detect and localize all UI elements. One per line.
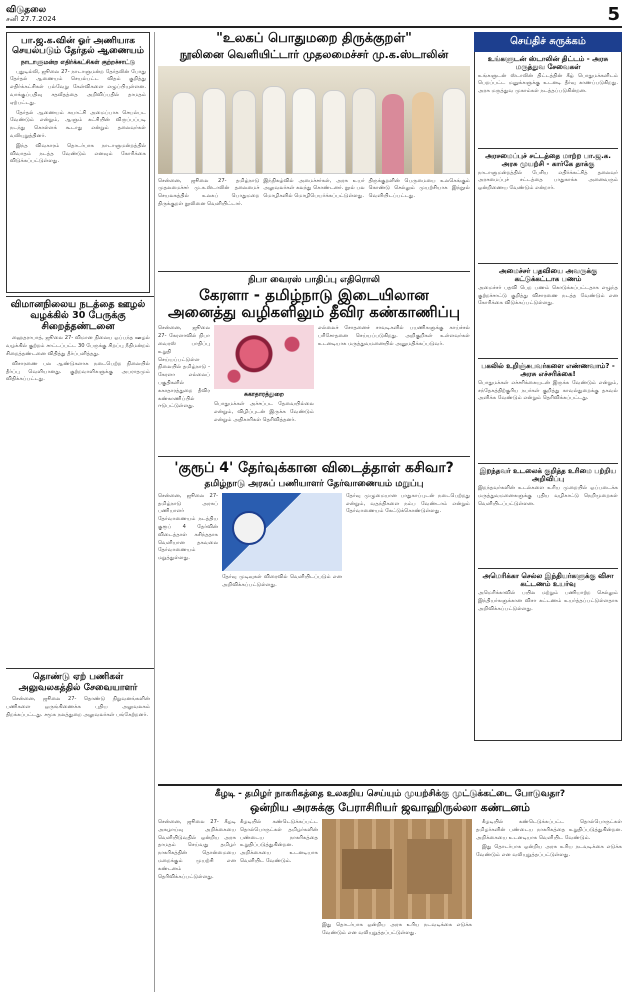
paragraph: சென்னை, ஜூலை 27- தொண்டு நிறுவனங்களின் பணிகளை ஒருங்கிணைக்க புதிய அலுவலகம் திறக்கப்பட்டது. சமூக நலத்துறை அலுவலர்கள் பங்கேற்றனர். bbox=[6, 696, 150, 718]
story-nipah-content bbox=[158, 325, 470, 453]
person-figure bbox=[172, 92, 196, 174]
bottom-story-continued bbox=[476, 819, 622, 983]
lead-headline-line1: "உலகப் பொதுமறை திருக்குறள்" bbox=[216, 31, 412, 46]
divider bbox=[478, 463, 618, 464]
bottom-story-content bbox=[158, 819, 622, 983]
digest-item-headline: அமெரிக்கா செல்ல இந்தியர்களுக்கு விசா கட்டணம் உயர்வு bbox=[482, 571, 614, 589]
virus-image bbox=[214, 325, 314, 389]
paragraph: எல்லைச் சோதனைச் சாவடிகளில் பயணிகளுக்கு காய்ச்சல் பரிசோதனை செய்யப்படுகிறது. அறிகுறிகள் உள்ளவர்கள் உடனடியாக மருத்துவமனையில் அனுமதிக்கப்படுவர். bbox=[318, 325, 470, 348]
left-story-1 bbox=[6, 32, 150, 293]
person-figure bbox=[382, 94, 404, 174]
paragraph: தேர்வு முடிவுகள் விரைவில் வெளியிடப்படும் என அறிவிக்கப்பட்டுள்ளது. bbox=[222, 573, 342, 588]
story-nipah bbox=[158, 275, 470, 454]
bottom-story bbox=[158, 784, 622, 996]
person-figure bbox=[352, 88, 376, 174]
page-number: 5 bbox=[607, 4, 620, 25]
story-nipah-kicker: நிபா வைரஸ் பாதிப்பு எதிரொலி bbox=[248, 274, 380, 285]
paragraph: சென்னை, ஜூலை 27- தமிழ்நாடு முதலமைச்சர் மு.க.ஸ்டாலின் தலைமைச் செயலகத்தில் உலகப் பொதுமறை திருக்குறள் நூலினை வெளியிட்டார். bbox=[158, 177, 260, 207]
newspaper-page bbox=[6, 4, 622, 996]
digest-item bbox=[478, 55, 618, 145]
paragraph: தேர்வு முழுமையான பாதுகாப்புடன் நடைபெற்றது என்றும், வதந்திகளை நம்ப வேண்டாம் என்றும் தேர்வாணையம் கேட்டுக்கொண்டுள்ளது. bbox=[346, 492, 470, 515]
divider bbox=[478, 568, 618, 569]
bottom-story-image-block bbox=[322, 819, 472, 983]
paragraph: சென்னை, ஜூலை 27- கீழடி அகழாய்வு அறிக்கையை வெளியிடுவதில் ஒன்றிய அரசு தாமதம் செய்வது தமிழர் நாகரிகத்தின் தொன்மையை மறைக்கும் முயற்சி என கண்டனம் தெரிவிக்கப்பட்டுள்ளது. bbox=[158, 818, 236, 880]
left-column bbox=[6, 32, 155, 992]
digest-item-body: அமைச்சர் பதவி பெற பணம் கொடுக்கப்பட்டதாக எழுந்த குற்றச்சாட்டு குறித்து விசாரணை நடத்த வேண்டும் என கோரிக்கை விடுக்கப்பட்டுள்ளது. bbox=[478, 284, 618, 307]
story-nipah-headline-line2: அனைத்து வழிகளிலும் தீவிர கண்காணிப்பு bbox=[167, 303, 460, 322]
paragraph: கீழடியில் கண்டெடுக்கப்பட்ட தொல்பொருட்கள் தமிழர்களின் பண்டைய நாகரிகத்தை உறுதிப்படுத்துகின்றன. அறிக்கையை உடனடியாக வெளியிட வேண்டும். bbox=[240, 818, 318, 864]
divider bbox=[158, 456, 470, 457]
digest-item-headline: அமைச்சர் பதவியை அவருக்கு கட்டுக்கட்டாக பணம் bbox=[498, 266, 598, 283]
paragraph: விசாரணை பல ஆண்டுகளாக நடைபெற்ற நிலையில் தீர்ப்பு வெளியானது. குற்றவாளிகளுக்கு அபராதமும் விதிக்கப்பட்டது. bbox=[6, 360, 150, 383]
story-group4 bbox=[158, 460, 470, 642]
left-story-2 bbox=[6, 300, 150, 666]
digest-item-body: நாடாளுமன்றத்தில் பேசிய எதிர்க்கட்சித் தலைவர் அரசமைப்புச் சட்டத்தை பாதுகாக்க அனைவரும் ஒன்றிணைய வேண்டும் என்றார். bbox=[478, 169, 618, 192]
left-story-3-body bbox=[6, 696, 150, 996]
divider bbox=[478, 263, 618, 264]
publication-name: விடுதலை bbox=[6, 5, 47, 15]
digest-item-body: இறந்தவர்களின் உடல்களை உரிய முறையில் ஒப்படைக்க மருத்துவமனைகளுக்கு புதிய வழிகாட்டு நெறிமுறைகள் வெளியிடப்பட்டுள்ளன. bbox=[478, 484, 618, 507]
paragraph: இது தொடர்பாக ஒன்றிய அரசு உரிய நடவடிக்கை எடுக்க வேண்டும் என வலியுறுத்தப்பட்டுள்ளது. bbox=[322, 921, 472, 936]
person-figure bbox=[322, 90, 346, 174]
divider bbox=[478, 148, 618, 149]
lead-body bbox=[158, 178, 470, 268]
excavation-pit bbox=[342, 849, 392, 889]
digest-item bbox=[478, 152, 618, 260]
person-figure bbox=[292, 88, 316, 174]
bottom-story-headline: ஒன்றிய அரசுக்கு பேராசிரியர் ஜவாஹிருல்லா கண்டனம் bbox=[250, 801, 530, 815]
digest-item-headline: உங்களுடன் ஸ்டாலின் திட்டம் - அரசு மருத்துவ சேவைகள் bbox=[487, 54, 609, 71]
story-nipah-headline-line1: கேரளா - தமிழ்நாடு இடையிலான bbox=[199, 285, 429, 304]
story-nipah-subhead: சுகாதாரத்துறை bbox=[244, 391, 284, 399]
digest-item-body: பொதுமக்கள் எச்சரிக்கையுடன் இருக்க வேண்டும் என்றும், சந்தேகத்திற்குரிய நபர்கள் குறித்து காவல்துறைக்கு தகவல் அளிக்க வேண்டும் என்றும் தெரிவிக்கப்பட்டது. bbox=[478, 379, 618, 402]
story-nipah-image-block bbox=[214, 325, 314, 453]
divider bbox=[478, 358, 618, 359]
digest-item-headline: பகலில் உறிஞ்சுபவர்களை எண்ணவாம்? - அரசு எச்சரிக்கை! bbox=[481, 361, 615, 378]
story-group4-subhead: தமிழ்நாடு அரசுப் பணியாளர் தேர்வாணையம் மறுப்பு bbox=[204, 478, 424, 489]
digest-item bbox=[478, 572, 618, 670]
digest-item bbox=[478, 362, 618, 460]
person-figure bbox=[412, 92, 434, 174]
paragraph: ஹைதராபாத், ஜூலை 27- விமான நிலைய ஒப்பந்த ஊழல் வழக்கில் குற்றம் சாட்டப்பட்ட 30 பேருக்கு சிறப்பு நீதிமன்றம் சிறைத்தண்டனை விதித்து தீர்ப்பளித்தது. bbox=[6, 335, 150, 358]
paragraph: இந்நிகழ்வில் அமைச்சர்கள், அரசு உயர் அலுவலர்கள் கலந்து கொண்டனர். நூல் பல மொழிகளில் மொழிபெயர்க்கப்பட்டுள்ளது. bbox=[263, 177, 365, 200]
paragraph: சென்னை, ஜூலை 27- தமிழ்நாடு அரசுப் பணியாளர் தேர்வாணையம் நடத்திய குரூப் 4 தேர்வின் விடைத்தாள் கசிந்ததாக வெளியான தகவலை தேர்வாணையம் மறுத்துள்ளது. bbox=[158, 492, 218, 562]
left-story-2-body bbox=[6, 335, 150, 665]
person-figure bbox=[442, 88, 466, 174]
bottom-story-kicker: கீழடி - தமிழர் நாகரிகத்தை உலகறிய செய்யும் முயற்சிக்கு முட்டுக்கட்டை போடுவதா? bbox=[214, 789, 566, 799]
left-story-1-subhead: நாடாளுமன்ற எதிர்க்கட்சிகள் குற்றச்சாட்டு bbox=[20, 58, 136, 66]
divider bbox=[158, 271, 470, 272]
masthead bbox=[6, 4, 622, 28]
left-story-3 bbox=[6, 672, 150, 996]
excavation-pit bbox=[407, 839, 452, 894]
paragraph: கீழடியில் கண்டெடுக்கப்பட்ட தொல்பொருட்கள் தமிழர்களின் பண்டைய நாகரிகத்தை உறுதிப்படுத்துகின்றன. அறிக்கையை உடனடியாக வெளியிட வேண்டும். bbox=[476, 818, 622, 841]
digest-title: செய்திச் சுருக்கம் bbox=[474, 32, 622, 52]
lead-photo bbox=[158, 66, 470, 174]
digest-item bbox=[478, 267, 618, 355]
tnpsc-building-image bbox=[222, 493, 342, 571]
paragraph: இந்த விவகாரம் தொடர்பாக நாடாளுமன்றத்தில் விவாதம் நடத்த வேண்டும் எனவும் கோரிக்கை விடுக்கப்பட்டுள்ளது. bbox=[10, 142, 146, 165]
digest-item-body: உங்களுடன் ஸ்டாலின் திட்டத்தின் கீழ் பொதுமக்களிடம் பெறப்பட்ட மனுக்களுக்கு உடனடி தீர்வு காணப்படுகிறது. அரசு மருத்துவ முகாம்கள் நடத்தப்படுகின்றன. bbox=[478, 72, 618, 95]
digest-item-headline: இறந்தவர் உடலைக் குறித்த உரிமை பற்றிய அறிவிப்பு bbox=[479, 466, 617, 483]
keeladi-excavation-image bbox=[322, 819, 472, 919]
person-figure bbox=[262, 86, 286, 174]
digest-item-headline: அரசமைப்புச் சட்டத்தை மாற்ற பா.ஜ.க. அரசு முயற்சி - கார்கே தாக்கு bbox=[485, 151, 611, 168]
divider bbox=[6, 668, 154, 669]
paragraph: பொதுமக்கள் அச்சப்பட தேவையில்லை என்றும், விழிப்புடன் இருக்க வேண்டும் என்றும் அதிகாரிகள் தெரிவித்தனர். bbox=[214, 401, 314, 424]
emblem-icon bbox=[232, 511, 266, 545]
digest-item-body: அமெரிக்காவில் பயில மற்றும் பணியாற்ற செல்லும் இந்தியர்களுக்கான விசா கட்டணம் உயர்த்தப்பட்டுள்ளதாக அறிவிக்கப்பட்டுள்ளது. bbox=[478, 590, 618, 612]
paragraph: திருக்குறளின் பெருமையை உலகெங்கும் கொண்டு செல்லும் முயற்சியாக இந்நூல் வெளியிடப்பட்டது. bbox=[368, 177, 470, 200]
lead-headline-line2: நூலினை வெளியிட்டார் முதலமைச்சர் மு.க.ஸ்டாலின் bbox=[179, 47, 449, 61]
story-group4-content bbox=[158, 493, 470, 643]
left-story-3-headline: தொண்டு ஏற் பணிகள் அலுவலகத்தில் சேவையாளர் bbox=[18, 672, 138, 693]
lead-story bbox=[158, 32, 470, 268]
digest-box bbox=[474, 52, 622, 741]
left-story-1-headline: பா.ஜ.க.வின் ஓர் அணியாக செயல்படும் தேர்தல் ஆணையம் bbox=[11, 36, 144, 57]
left-story-1-body bbox=[10, 69, 146, 289]
paragraph: சென்னை, ஜூலை 27- கேரளாவில் நிபா வைரஸ் பாதிப்பு உறுதி செய்யப்பட்டுள்ள நிலையில் தமிழ்நாடு - கேரளா எல்லைப் பகுதிகளில் சுகாதாரத்துறை தீவிர கண்காணிப்பில் ஈடுபட்டுள்ளது. bbox=[158, 325, 210, 410]
main-column bbox=[158, 32, 470, 643]
story-group4-headline: 'குரூப் 4' தேர்வுக்கான விடைத்தாள் கசிவா? bbox=[174, 460, 454, 477]
paragraph: இது தொடர்பாக ஒன்றிய அரசு உரிய நடவடிக்கை எடுக்க வேண்டும் என வலியுறுத்தப்பட்டுள்ளது. bbox=[476, 844, 622, 859]
paragraph: புதுடில்லி, ஜூலை 27- நாடாளுமன்ற தேர்தலின் போது தேர்தல் ஆணையம் செயல்பட்ட விதம் குறித்து எதிர்க்கட்சிகள் பல்வேறு கேள்விகளை எழுப்பியுள்ளன. வாக்குப்பதிவு சதவீதத்தை அறிவிப்பதில் தாமதம் ஏற்பட்டது. bbox=[10, 68, 146, 106]
right-column bbox=[474, 32, 622, 741]
story-group4-image-block bbox=[222, 493, 342, 643]
left-story-2-headline: விமானநிலைய நடத்தை ஊழல் வழக்கில் 30 பேருக்கு சிறைத்தண்டனை bbox=[10, 298, 146, 332]
divider bbox=[6, 296, 154, 297]
person-figure bbox=[202, 88, 226, 174]
paragraph: தேர்தல் ஆணையம் சுயாட்சி அமைப்பாக செயல்பட வேண்டும் என்றும், ஆளும் கட்சியின் விருப்பப்படி நடந்து கொள்ளக் கூடாது என்றும் தலைவர்கள் வலியுறுத்தினர். bbox=[10, 109, 146, 140]
issue-date: சனி 27.7.2024 bbox=[6, 15, 57, 23]
digest-item bbox=[478, 467, 618, 565]
person-figure bbox=[232, 90, 256, 174]
